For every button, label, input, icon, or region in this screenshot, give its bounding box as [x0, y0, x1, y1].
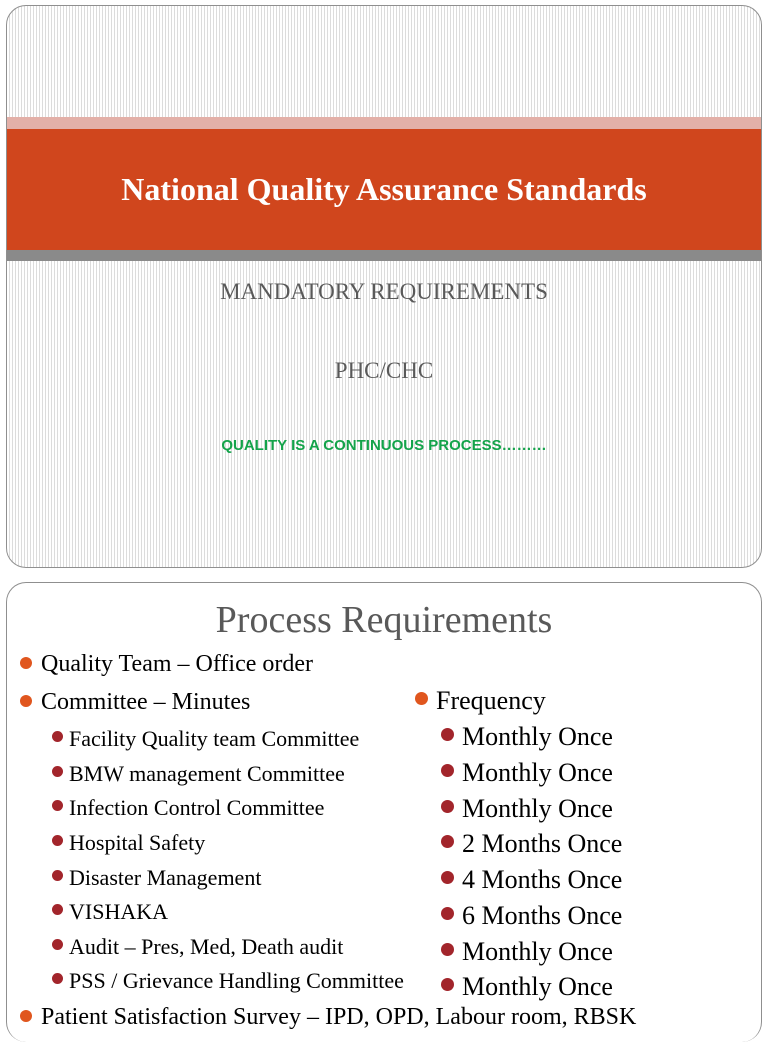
bullet-icon — [415, 692, 428, 705]
slide-subtitle: MANDATORY REQUIREMENTS — [220, 279, 548, 304]
frequency-item: Monthly Once — [441, 972, 613, 1002]
list-item: Patient Satisfaction Survey – IPD, OPD, Labour room, RBSK — [20, 1004, 636, 1031]
committee-item: BMW management Committee — [52, 761, 345, 787]
divider-band — [7, 250, 761, 261]
bullet-icon — [20, 695, 32, 707]
list-item: Committee – Minutes — [20, 689, 250, 716]
list-item: Quality Team – Office order — [20, 651, 313, 678]
bullet-icon — [441, 835, 454, 848]
bullet-icon — [52, 904, 63, 915]
bullet-icon — [52, 973, 63, 984]
bullet-icon — [441, 907, 454, 920]
bullet-icon — [52, 939, 63, 950]
bullet-icon — [52, 835, 63, 846]
frequency-item: 4 Months Once — [441, 865, 622, 895]
frequency-item: Monthly Once — [441, 937, 613, 967]
committee-item: Infection Control Committee — [52, 795, 324, 821]
frequency-heading: Frequency — [415, 686, 546, 716]
frequency-item: 2 Months Once — [441, 829, 622, 859]
bullet-icon — [52, 870, 63, 881]
bullet-icon — [52, 766, 63, 777]
bullet-icon — [441, 978, 454, 991]
process-requirements-slide — [6, 582, 762, 1042]
facility-type: PHC/CHC — [334, 358, 434, 383]
bullet-icon — [20, 1010, 32, 1022]
bullet-icon — [52, 800, 63, 811]
slide-title: Process Requirements — [215, 599, 553, 641]
bullet-icon — [441, 764, 454, 777]
title-band — [7, 129, 761, 250]
bullet-icon — [441, 943, 454, 956]
committee-item: Audit – Pres, Med, Death audit — [52, 934, 343, 960]
title-slide — [6, 5, 762, 568]
bullet-icon — [52, 731, 63, 742]
frequency-item: 6 Months Once — [441, 901, 622, 931]
committee-item: Disaster Management — [52, 865, 261, 891]
bullet-icon — [20, 657, 32, 669]
slide-title: National Quality Assurance Standards — [121, 171, 647, 207]
tagline: QUALITY IS A CONTINUOUS PROCESS……… — [221, 437, 547, 454]
accent-band — [7, 117, 761, 129]
committee-item: Facility Quality team Committee — [52, 726, 359, 752]
frequency-item: Monthly Once — [441, 758, 613, 788]
committee-item: Hospital Safety — [52, 830, 205, 856]
bullet-icon — [441, 871, 454, 884]
bullet-icon — [441, 728, 454, 741]
frequency-item: Monthly Once — [441, 794, 613, 824]
committee-item: PSS / Grievance Handling Committee — [52, 968, 404, 994]
frequency-item: Monthly Once — [441, 722, 613, 752]
committee-item: VISHAKA — [52, 899, 168, 925]
bullet-icon — [441, 800, 454, 813]
